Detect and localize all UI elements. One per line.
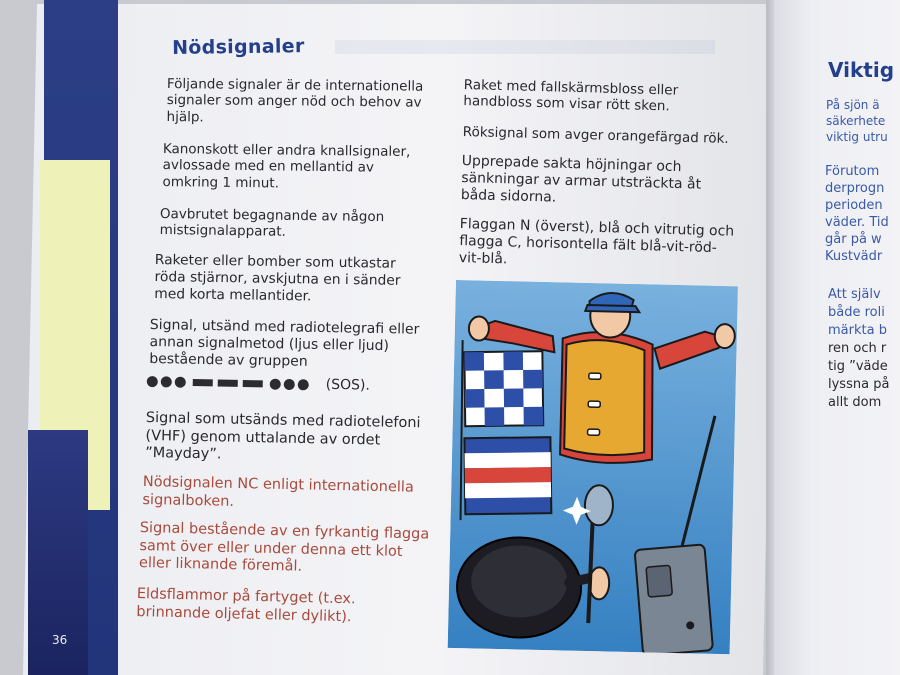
right-text-line: viktig utru — [826, 130, 888, 144]
right-text-line: På sjön ä — [826, 98, 880, 112]
right-text-line: väder. Tid — [825, 215, 889, 230]
morse-dot — [147, 375, 158, 386]
cannon-signal-paragraph: Kanonskott eller andra knallsignaler, avlossade med en mellantid av omkring 1 minut. — [162, 141, 411, 192]
flames-paragraph: Eldsflammor på fartyget (t.ex. brinnande oljefat eller dylikt). — [136, 586, 356, 625]
smoke-signal-paragraph: Röksignal som avger orangefärgad rök. — [462, 124, 729, 147]
fog-signal-paragraph: Oavbrutet begagnande av någon mistsignalapparat. — [159, 206, 385, 241]
radiotelegraphy-paragraph: Signal, utsänd med radiotelegrafi eller annan signalmetod (ljus eller ljud) bestående av gruppen — [149, 317, 420, 370]
right-text-line: ren och r — [828, 341, 887, 356]
flag-c-icon — [464, 437, 551, 514]
page-heading: Nödsignaler — [172, 35, 305, 59]
right-text-line: Att själv — [828, 287, 881, 302]
nc-signal-paragraph: Nödsignalen NC enligt internationella signalboken. — [142, 474, 414, 510]
page-number: 36 — [52, 633, 68, 647]
right-text-line: allt dom — [828, 395, 882, 410]
parachute-flare-paragraph: Raket med fallskärmsbloss eller handbloss som visar rött sken. — [463, 77, 679, 115]
right-text-line: lyssna på — [828, 377, 890, 392]
right-text-line: perioden — [825, 198, 883, 213]
faint-show-through — [335, 40, 715, 54]
right-text-line: säkerhete — [826, 114, 886, 128]
morse-dot — [161, 376, 172, 387]
right-text-line: derprogn — [825, 181, 885, 196]
intro-paragraph: Följande signaler är de internationella signaler som anger nöd och behov av hjälp. — [166, 76, 424, 126]
morse-dot — [270, 378, 281, 389]
right-text-line: tig ”väde — [828, 359, 888, 374]
flag-nc-paragraph: Flaggan N (överst), blå och vitrutig och flagga C, horisontella fält blå-vit-röd-vit-blå. — [458, 216, 735, 268]
right-page-heading: Viktig — [828, 58, 895, 82]
mayday-paragraph: Signal som utsänds med radiotelefoni (VHF) genom uttalande av ordet ”Mayday”. — [145, 410, 421, 463]
morse-dot — [284, 378, 295, 389]
morse-dash — [218, 379, 238, 386]
distress-signal-illustration — [448, 280, 738, 654]
right-text-line: Förutom — [825, 164, 880, 179]
arm-signal-paragraph: Upprepade sakta höjningar och sänkningar av armar utsträckta åt båda sidorna. — [460, 153, 702, 206]
rockets-paragraph: Raketer eller bomber som utkastar röda stjärnor, avskjutna en i sänder med korta mellantider. — [154, 252, 401, 305]
morse-dash — [243, 380, 263, 387]
morse-dot — [175, 376, 186, 387]
square-flag-paragraph: Signal bestående av en fyrkantig flagga samt över eller under denna ett klot eller liknande föremål. — [138, 520, 430, 576]
sos-label: (SOS). — [325, 376, 371, 394]
right-text-line: går på w — [825, 232, 882, 247]
right-text-line: märkta b — [828, 323, 887, 338]
morse-dash — [193, 378, 213, 385]
right-text-line: både roli — [828, 305, 885, 320]
right-text-line: Kustvädr — [825, 249, 883, 264]
morse-dot — [298, 379, 309, 390]
